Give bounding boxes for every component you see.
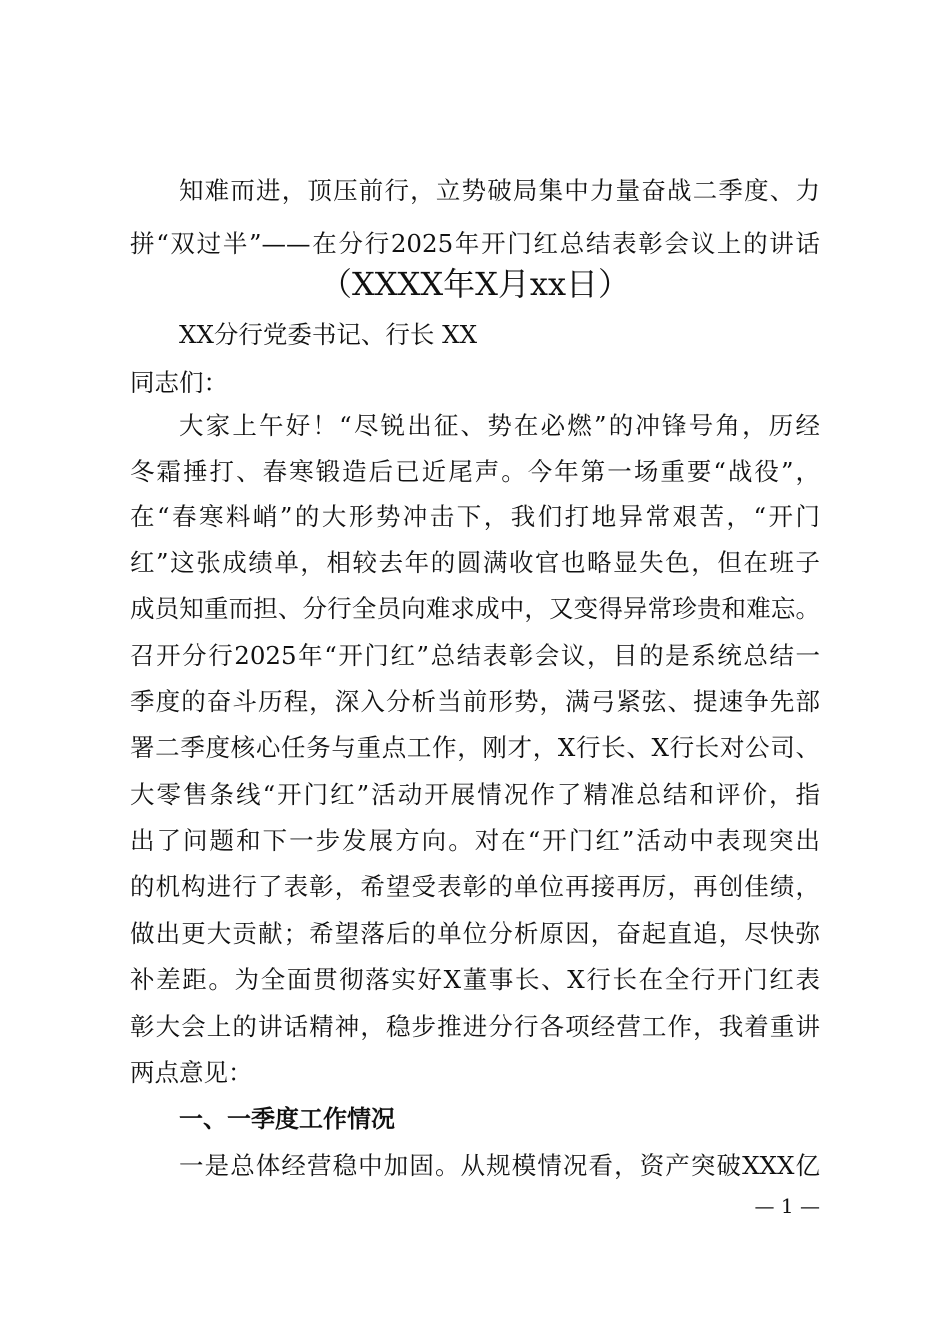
- paragraph-line: 季度的奋斗历程，深入分析当前形势，满弓紧弦、提速争先部: [130, 687, 820, 716]
- salutation: 同志们：: [130, 368, 228, 397]
- speaker-line: XX分行党委书记、行长 XX: [179, 320, 478, 349]
- paragraph-line: 署二季度核心任务与重点工作，刚才，X行长、X行长对公司、: [130, 733, 820, 762]
- paragraph-line: 出了问题和下一步发展方向。对在“开门红”活动中表现突出: [130, 826, 820, 855]
- date-line: （XXXX年X月xx日）: [319, 265, 630, 303]
- paragraph-line: 在“春寒料峭”的大形势冲击下，我们打地异常艰苦，“开门: [130, 502, 820, 531]
- paragraph-line: 做出更大贡献；希望落后的单位分析原因，奋起直追，尽快弥: [130, 919, 820, 948]
- paragraph-line: 大家上午好！“尽锐出征、势在必燃”的冲锋号角，历经: [179, 411, 820, 440]
- paragraph-line: 彰大会上的讲话精神，稳步推进分行各项经营工作，我着重讲: [130, 1012, 820, 1041]
- paragraph-line: 冬霜捶打、春寒锻造后已近尾声。今年第一场重要“战役”，: [130, 457, 820, 486]
- title-line-1: 知难而进，顶压前行，立势破局集中力量奋战二季度、力: [179, 176, 820, 205]
- paragraph-line: 成员知重而担、分行全员向难求成中，又变得异常珍贵和难忘。: [130, 594, 820, 623]
- paragraph-line: 大零售条线“开门红”活动开展情况作了精准总结和评价，指: [130, 780, 820, 809]
- paragraph-line: 的机构进行了表彰，希望受表彰的单位再接再厉，再创佳绩，: [130, 872, 820, 901]
- paragraph-line: 补差距。为全面贯彻落实好X董事长、X行长在全行开门红表: [130, 965, 820, 994]
- section-first-line: 一是总体经营稳中加固。从规模情况看，资产突破XXX亿: [179, 1151, 820, 1180]
- paragraph-line: 召开分行2025年“开门红”总结表彰会议，目的是系统总结一: [130, 641, 820, 670]
- paragraph-line: 两点意见：: [130, 1058, 253, 1087]
- page-number: — 1 —: [754, 1194, 820, 1218]
- paragraph-line: 红”这张成绩单，相较去年的圆满收官也略显失色，但在班子: [130, 548, 820, 577]
- section-heading: 一、一季度工作情况: [179, 1105, 395, 1133]
- title-line-2: 拼“双过半”——在分行2025年开门红总结表彰会议上的讲话: [130, 229, 820, 258]
